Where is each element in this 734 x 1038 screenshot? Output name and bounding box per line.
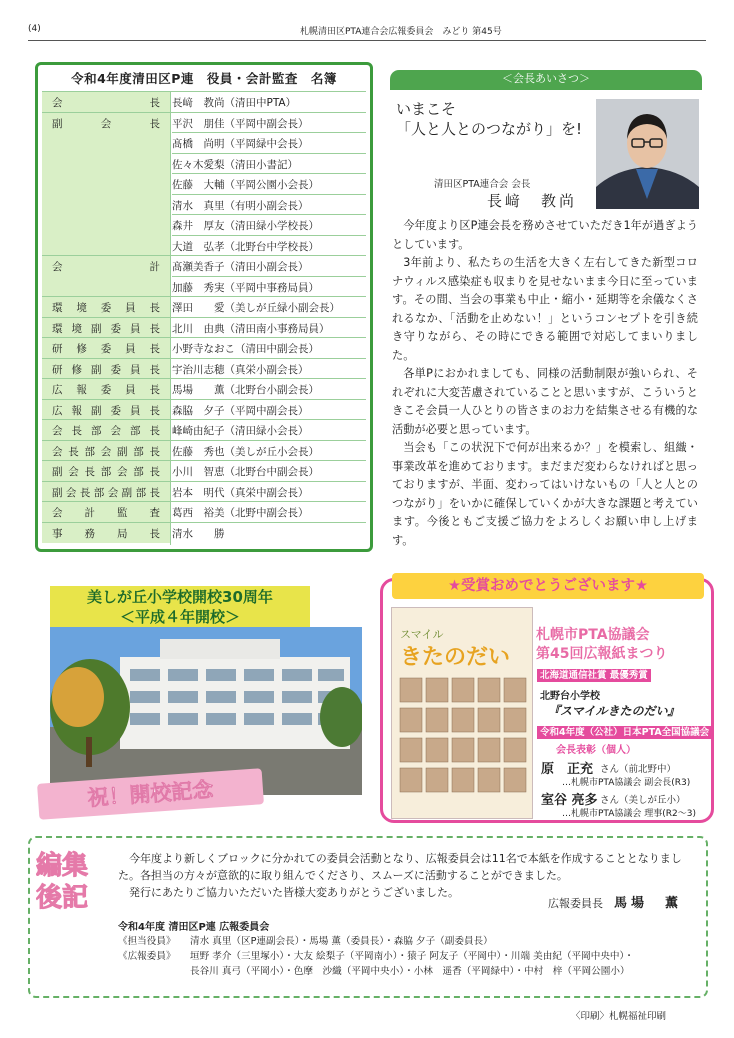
award-category-sub: 会長表彰（個人）	[556, 745, 636, 756]
officer-row	[42, 112, 366, 134]
cover-label: スマイル	[400, 628, 444, 641]
officer-row-rule	[172, 317, 366, 318]
officer-role: 副会長	[42, 113, 170, 134]
greeting-paragraph: 3年前より、私たちの生活を大きく左右してきた新型コロナウィルス感染症も収まりを見せないまま今日に至っています。その間、当会の事業も中止・縮小・延期等を余儀なくされるなか、「活動を止めない！」というコンセプトを引き続き守りながら、その時にできる範囲で対応してまいりました。	[392, 256, 698, 362]
officer-name: 澤田 愛（美しが丘緑小副会長）	[172, 302, 340, 314]
award-recipient-name: 室谷 亮多	[541, 793, 598, 808]
officer-row	[42, 132, 366, 154]
award-organizer: 札幌市PTA協議会	[536, 627, 650, 643]
award-category-bar: 北海道通信社賞 最優秀賞	[537, 669, 651, 682]
officer-name: 長﨑 教尚（清田中PTA）	[172, 97, 297, 109]
officer-role: 広報委員長	[42, 379, 170, 400]
logo-word-1: 編集	[36, 851, 89, 881]
greeting-paragraph: 各単Pにおかれましても、同様の活動制限が強いられ、それぞれに大変苦慮されていることと思いますが、こういうときこそ会員一人ひとりの皆さまのお力を結集させる有機的な活動が必要と思っています。	[392, 367, 698, 436]
officer-name: 森井 厚友（清田緑小学校長）	[172, 220, 319, 232]
officer-row-rule	[172, 112, 366, 113]
officer-role	[42, 195, 170, 216]
officer-row-rule	[172, 440, 366, 441]
officers-label: 《担当役員》	[118, 936, 176, 947]
officer-row	[42, 378, 366, 400]
officer-row	[42, 460, 366, 482]
officer-role: 会長	[42, 92, 170, 113]
officer-row-rule	[172, 481, 366, 482]
officer-name: 佐々木愛梨（清田小書記）	[172, 158, 298, 171]
award-heading: ★受賞おめでとうございます★	[392, 573, 704, 599]
officer-row-rule	[172, 460, 366, 461]
officer-row	[42, 481, 366, 503]
editor-postscript-logo	[36, 846, 116, 910]
officer-role: 環境委員長	[42, 297, 170, 318]
officer-role: 広報副委員長	[42, 400, 170, 421]
officer-role: 研修副委員長	[42, 359, 170, 380]
officer-role: 会計監査	[42, 502, 170, 523]
officer-role	[42, 174, 170, 195]
officer-name: 小川 智恵（北野台中副会長）	[172, 466, 319, 478]
officer-row	[42, 337, 366, 359]
greeting-headline-1: いまこそ	[396, 100, 457, 118]
officer-roster	[35, 62, 373, 552]
officer-role	[42, 133, 170, 154]
committee-members-2: 長谷川 真弓（平岡小）・色摩 沙織（平岡中央小）・小林 遥香（平岡緑中）・中村 梓（平岡公園小）	[190, 966, 630, 977]
officer-row	[42, 276, 366, 298]
officer-row-rule	[172, 399, 366, 400]
page-number: (4)	[28, 24, 41, 34]
greeting-paragraph: 今年度より区P連会長を務めさせていただき1年が過ぎようとしています。	[392, 219, 698, 251]
officer-name: 清水 勝	[172, 527, 225, 540]
newsletter-header: 札幌清田区PTA連合会広報委員会 みどり 第45号	[300, 27, 502, 37]
committee-members	[118, 948, 634, 962]
printer-credit: 〈印刷〉札幌福祉印刷	[571, 1011, 667, 1022]
officer-name: 岩本 明代（真栄中副会長）	[172, 486, 309, 499]
officer-row-rule	[172, 296, 366, 297]
officer-role: 副会長部会部長	[42, 461, 170, 482]
officer-role	[42, 277, 170, 298]
officer-row-rule	[172, 522, 366, 523]
greeting-name: 長﨑 教尚	[487, 192, 578, 210]
officer-role: 会計	[42, 256, 170, 277]
officer-row	[42, 255, 366, 277]
greeting-org: 清田区PTA連合会 会長	[434, 179, 531, 190]
officer-name: 森脇 夕子（平岡中副会長）	[172, 404, 309, 417]
logo-word-2: 後記	[36, 883, 89, 910]
officer-name: 馬場 薫（北野台小副会長）	[172, 384, 319, 396]
officer-role: 事務局長	[42, 523, 170, 544]
committee-title: 令和4年度 清田区P連 広報委員会	[118, 922, 270, 933]
officer-name: 清水 真里（有明小副会長）	[172, 199, 309, 212]
officer-name: 大道 弘孝（北野台中学校長）	[172, 240, 319, 253]
award-recipient-role: …札幌市PTA協議会 理事(R2〜3)	[562, 809, 696, 819]
greeting-paragraph: 当会も「この状況下で何が出来るか？」を模索し、組織・事業改革を進めております。まだまだ変わらなければと思っておりますが、半面、変わってはいけないもの「人と人とのつながり」をいかに確保していくかが大きな課題と考えています。今後ともご支援ご協力をよろしくお願い申し上げます。	[392, 441, 698, 547]
editor-paragraph: 今年度より新しくブロックに分かれての委員会活動となり、広報委員会は11名で本紙を作成することとなりました。各担当の方々が意欲的に取り組んでくださり、スムーズに活動することができました。	[118, 852, 682, 882]
officer-row-rule	[172, 358, 366, 359]
officer-row	[42, 440, 366, 462]
officer-role: 会長部会部長	[42, 420, 170, 441]
committee-officers	[118, 933, 493, 947]
editor-paragraph: 発行にあたりご協力いただいた皆様大変ありがとうございました。	[129, 886, 459, 899]
officer-role	[42, 154, 170, 175]
officer-row-rule	[172, 235, 366, 236]
greeting-rule	[390, 88, 702, 90]
officer-row	[42, 173, 366, 195]
officer-name: 小野寺なおこ（清田中副会長）	[172, 343, 319, 355]
officer-row	[42, 214, 366, 236]
officer-role: 環境副委員長	[42, 318, 170, 339]
officer-row	[42, 399, 366, 421]
president-photo	[596, 99, 699, 209]
officer-name: 佐藤 秀也（美しが丘小会長）	[172, 445, 319, 458]
award-category-bar: 令和4年度（公社）日本PTA全国協議会	[537, 726, 712, 739]
members-label: 《広報委員》	[118, 951, 176, 962]
school-building-photo	[50, 627, 362, 795]
signature-name: 馬場 薫	[614, 896, 683, 911]
officer-name: 峰崎由紀子（清田緑小会長）	[172, 425, 309, 437]
officer-row	[42, 153, 366, 175]
award-recipient-role: …札幌市PTA協議会 副会長(R3)	[562, 778, 691, 788]
officer-role: 会長部会副部長	[42, 441, 170, 462]
officer-role: 研修委員長	[42, 338, 170, 359]
award-recipient-name: 原 正充	[541, 762, 594, 777]
officer-row-rule	[172, 419, 366, 420]
header-rule	[28, 40, 706, 41]
officer-role	[42, 236, 170, 257]
officer-name: 宇治川志穂（真栄小副会長）	[172, 363, 309, 376]
officer-roster-title: 令和4年度清田区P連 役員・会計監査 名簿	[71, 71, 337, 86]
cover-title: きたのだい	[400, 645, 511, 670]
officer-row	[42, 194, 366, 216]
officer-row-rule	[172, 173, 366, 174]
officer-row-rule	[172, 132, 366, 133]
newsletter-cover-thumbnail	[391, 607, 533, 819]
members-list-1: 垣野 孝介（三里塚小）・大友 絵梨子（平岡南小）・猿子 阿友子（平岡中）・川端 美由紀（平岡中央中）・	[190, 951, 634, 962]
officer-row-rule	[172, 214, 366, 215]
officer-name: 平沢 朋佳（平岡中副会長）	[172, 117, 309, 130]
officer-role: 副会長部会副部長	[42, 482, 170, 503]
greeting-headline-2: 「人と人とのつながり」を!	[396, 120, 583, 138]
officer-row	[42, 91, 366, 113]
award-paper: 『スマイルきたのだい』	[548, 704, 680, 718]
officer-row-rule	[172, 255, 366, 256]
greeting-tab: ＜会長あいさつ＞	[390, 70, 702, 88]
award-event: 第45回広報紙まつり	[536, 646, 668, 662]
officer-row	[42, 317, 366, 339]
officer-row	[42, 419, 366, 441]
officer-row	[42, 522, 366, 544]
signature-role: 広報委員長	[548, 897, 603, 910]
officer-name: 加藤 秀実（平岡中事務局員）	[172, 281, 319, 294]
anniversary-ribbon: 祝！開校記念	[37, 768, 264, 820]
officer-name: 髙瀬美香子（清田小副会長）	[172, 261, 309, 273]
editor-signature	[548, 892, 682, 911]
school-anniversary-title: 美しが丘小学校開校30周年	[50, 586, 310, 607]
school-anniversary-subtitle: ＜平成４年開校＞	[50, 606, 310, 627]
officer-roster-grid	[42, 91, 366, 545]
officer-row-rule	[172, 378, 366, 379]
award-recipient-suffix: さん（前北野中）	[600, 764, 677, 775]
officer-row-rule	[172, 337, 366, 338]
officer-row	[42, 358, 366, 380]
greeting-body	[392, 217, 698, 550]
officer-role	[42, 215, 170, 236]
officer-name: 佐藤 大輔（平岡公園小会長）	[172, 179, 319, 191]
officer-row-rule	[172, 194, 366, 195]
officer-row	[42, 501, 366, 523]
officer-row	[42, 296, 366, 318]
award-school: 北野台小学校	[540, 691, 600, 702]
award-recipient-suffix: さん（美しが丘小）	[600, 795, 686, 806]
officers-list: 清水 真里（区P連副会長）・馬場 薫（委員長）・森脇 夕子（副委員長）	[190, 936, 493, 947]
officer-row-rule	[172, 153, 366, 154]
officer-row-rule	[172, 91, 366, 92]
officer-row-rule	[172, 501, 366, 502]
officer-row-rule	[172, 276, 366, 277]
officer-name: 北川 由典（清田南小事務局員）	[172, 322, 330, 335]
officer-row	[42, 235, 366, 257]
officer-name: 葛西 裕美（北野中副会長）	[172, 507, 309, 519]
officer-name: 髙橋 尚明（平岡緑中会長）	[172, 138, 309, 150]
